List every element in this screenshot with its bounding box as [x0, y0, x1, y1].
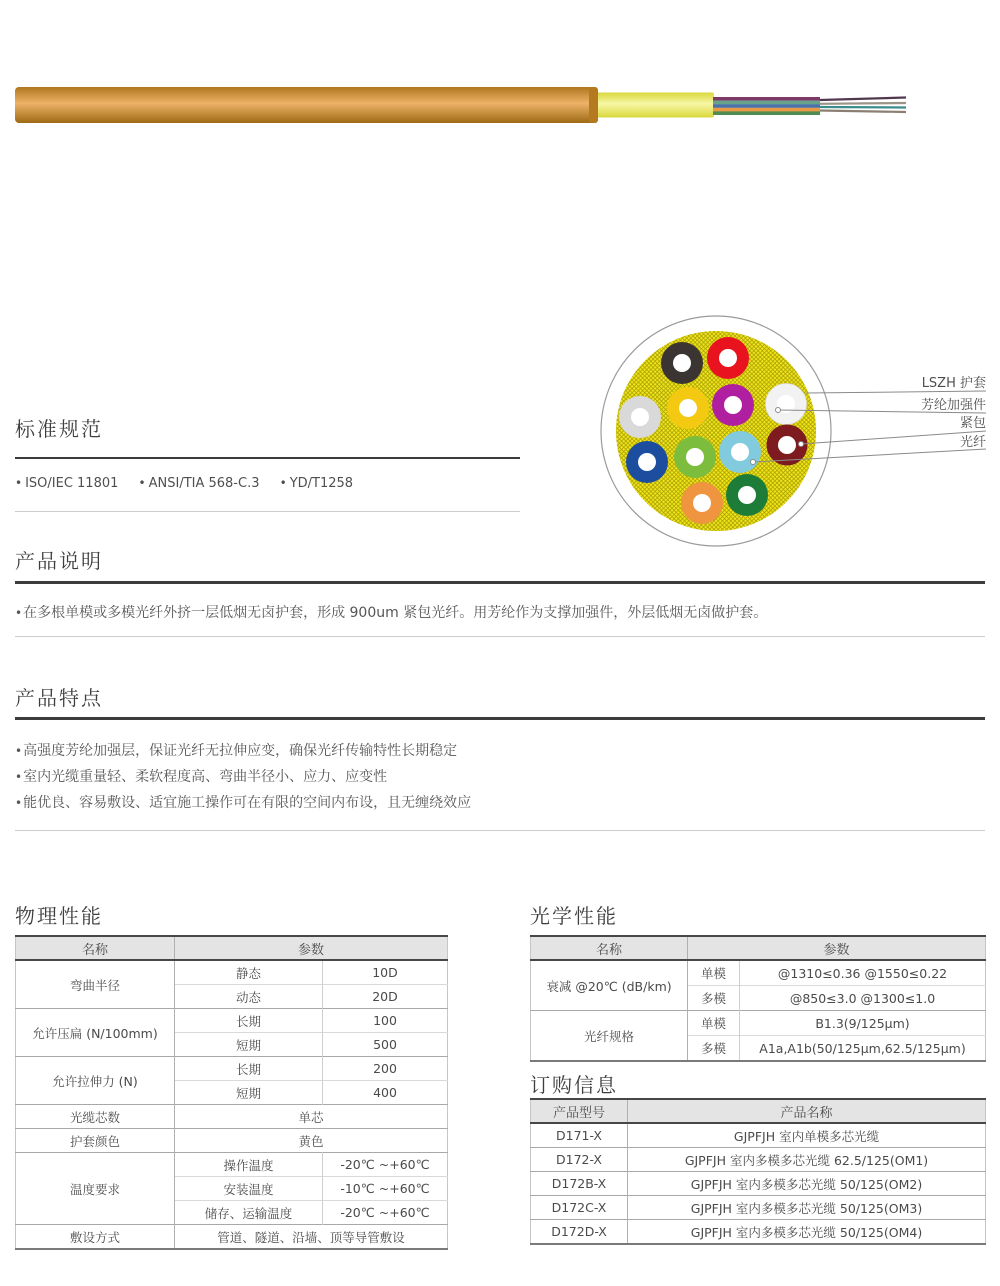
fiber-gray — [619, 396, 661, 438]
cell-value: 单芯 — [175, 1105, 448, 1129]
cell-value: @850≤3.0 @1300≤1.0 — [740, 986, 986, 1011]
description-title: 产品说明 — [15, 549, 103, 573]
fiber-red — [707, 337, 749, 379]
leader-dot — [776, 408, 781, 413]
cell-product-name: GJPFJH 室内多模多芯光缆 50/125(OM4) — [628, 1220, 986, 1245]
cell-product-name: GJPFJH 室内多模多芯光缆 62.5/125(OM1) — [628, 1148, 986, 1172]
ordering-table — [530, 1098, 986, 1245]
sub-label: 短期 — [175, 1033, 323, 1057]
cross-section-diagram — [580, 295, 1000, 560]
sub-label: 长期 — [175, 1009, 323, 1033]
col-header-model: 产品型号 — [531, 1099, 628, 1123]
standards-item: • ISO/IEC 11801 — [15, 476, 118, 491]
cable-bare-wires — [820, 98, 906, 113]
feature-item: • 室内光缆重量轻、柔软程度高、弯曲半径小、应力、应变性 — [15, 764, 471, 790]
cable-jacket-cut-face — [589, 87, 598, 123]
bare-wire — [820, 98, 906, 101]
label-lszh-jacket: LSZH 护套 — [921, 376, 986, 391]
optical-title: 光学性能 — [530, 904, 618, 928]
cell-value: -20℃ ~+60℃ — [323, 1153, 448, 1177]
col-header-param: 参数 — [688, 936, 986, 960]
sub-label: 静态 — [175, 960, 323, 985]
table-row — [16, 1153, 448, 1177]
sub-label: 操作温度 — [175, 1153, 323, 1177]
table-row — [531, 1148, 986, 1172]
bare-wire — [820, 107, 906, 108]
col-header-param: 参数 — [175, 936, 448, 960]
bare-wire — [820, 111, 906, 113]
features-list — [15, 738, 471, 816]
table-row — [16, 960, 448, 985]
sub-label: 储存、运输温度 — [175, 1201, 323, 1225]
row-name: 允许压扁 (N/100mm) — [16, 1009, 175, 1057]
fiber-strand — [713, 97, 820, 101]
cable-jacket — [15, 87, 598, 123]
col-header-name: 名称 — [531, 936, 688, 960]
fiber-white — [766, 384, 807, 425]
table-row — [531, 1011, 986, 1036]
row-name: 弯曲半径 — [16, 960, 175, 1009]
standards-list — [15, 476, 369, 491]
cell-value: -20℃ ~+60℃ — [323, 1201, 448, 1225]
col-header-product-name: 产品名称 — [628, 1099, 986, 1123]
feature-item: • 高强度芳纶加强层，保证光纤无拉伸应变，确保光纤传输特性长期稳定 — [15, 738, 471, 764]
row-name: 衰减 @20℃ (dB/km) — [531, 960, 688, 1011]
description-text: • 在多根单模或多模光纤外挤一层低烟无卤护套，形成 900um 紧包光纤。用芳纶作为支撑加强件，外层低烟无卤做护套。 — [15, 602, 767, 622]
sub-label: 单模 — [688, 960, 740, 986]
cell-value: 200 — [323, 1057, 448, 1081]
table-row — [16, 1105, 448, 1129]
divider — [15, 511, 520, 512]
table-row — [16, 1057, 448, 1081]
sub-label: 多模 — [688, 1036, 740, 1062]
label-tight-buffer: 紧包 — [959, 416, 986, 431]
diagram-labels — [921, 375, 986, 450]
features-rule — [15, 717, 985, 720]
cable-fiber-strand-bundle — [713, 97, 820, 115]
features-title: 产品特点 — [15, 686, 103, 710]
row-name: 允许拉伸力 (N) — [16, 1057, 175, 1105]
bare-wire — [820, 103, 906, 104]
cell-value: A1a,A1b(50/125μm,62.5/125μm) — [740, 1036, 986, 1062]
cell-value: 400 — [323, 1081, 448, 1105]
cell-model: D172D-X — [531, 1220, 628, 1245]
fiber-strand — [713, 104, 820, 108]
table-row — [16, 1225, 448, 1250]
table-header-row — [531, 936, 986, 960]
row-name: 温度要求 — [16, 1153, 175, 1225]
table-row — [531, 960, 986, 986]
cell-value: 管道、隧道、沿墙、顶等导管敷设 — [175, 1225, 448, 1250]
row-name: 光纤规格 — [531, 1011, 688, 1062]
label-fiber: 光纤 — [959, 435, 986, 450]
cell-value: 10D — [323, 960, 448, 985]
sub-label: 长期 — [175, 1057, 323, 1081]
cell-value: 黄色 — [175, 1129, 448, 1153]
leader-dot — [751, 460, 756, 465]
ordering-title: 订购信息 — [530, 1073, 618, 1097]
fiber-magenta — [712, 384, 754, 426]
sub-label: 短期 — [175, 1081, 323, 1105]
cell-value: @1310≤0.36 @1550≤0.22 — [740, 960, 986, 986]
cell-value: 500 — [323, 1033, 448, 1057]
sub-label: 单模 — [688, 1011, 740, 1036]
col-header-name: 名称 — [16, 936, 175, 960]
table-header-row — [16, 936, 448, 960]
standards-item: • ANSI/TIA 568-C.3 — [139, 476, 260, 491]
fiber-strand — [713, 101, 820, 105]
divider — [15, 830, 985, 831]
table-header-row — [531, 1099, 986, 1123]
fiber-blue — [626, 441, 668, 483]
fiber-orange — [681, 482, 723, 524]
standards-item: • YD/T1258 — [280, 476, 353, 491]
table-row — [531, 1172, 986, 1196]
cell-model: D172B-X — [531, 1172, 628, 1196]
row-name: 光缆芯数 — [16, 1105, 175, 1129]
table-row — [531, 1196, 986, 1220]
sub-label: 安装温度 — [175, 1177, 323, 1201]
fiber-green-dark — [726, 474, 768, 516]
cell-value: B1.3(9/125μm) — [740, 1011, 986, 1036]
cable-buffer — [597, 93, 714, 118]
table-row — [16, 1009, 448, 1033]
sub-label: 多模 — [688, 986, 740, 1011]
row-name: 敷设方式 — [16, 1225, 175, 1250]
row-name: 护套颜色 — [16, 1129, 175, 1153]
physical-table — [15, 935, 448, 1250]
leader-dot — [799, 442, 804, 447]
standards-rule — [15, 457, 520, 459]
optical-table — [530, 935, 986, 1062]
fiber-cyan — [719, 431, 761, 473]
feature-item: • 能优良、容易敷设、适宜施工操作可在有限的空间内布设，且无缠绕效应 — [15, 790, 471, 816]
sub-label: 动态 — [175, 985, 323, 1009]
table-row — [531, 1123, 986, 1148]
table-row — [531, 1220, 986, 1245]
description-rule — [15, 581, 985, 584]
standards-title: 标准规范 — [15, 417, 103, 441]
cell-value: 100 — [323, 1009, 448, 1033]
fiber-strand — [713, 108, 820, 112]
table-row — [16, 1129, 448, 1153]
fiber-black — [661, 342, 703, 384]
label-aramid: 芳纶加强件 — [920, 398, 986, 413]
cell-value: -10℃ ~+60℃ — [323, 1177, 448, 1201]
cable-illustration — [0, 80, 1000, 130]
cell-value: 20D — [323, 985, 448, 1009]
cell-product-name: GJPFJH 室内多模多芯光缆 50/125(OM3) — [628, 1196, 986, 1220]
fiber-green-light — [674, 436, 716, 478]
cell-product-name: GJPFJH 室内单模多芯光缆 — [628, 1123, 986, 1148]
cell-model: D171-X — [531, 1123, 628, 1148]
fiber-yellow — [667, 387, 709, 429]
cell-model: D172-X — [531, 1148, 628, 1172]
divider — [15, 636, 985, 637]
leader-line-jacket — [806, 391, 986, 393]
physical-title: 物理性能 — [15, 904, 103, 928]
fiber-strand — [713, 111, 820, 115]
cell-model: D172C-X — [531, 1196, 628, 1220]
cell-product-name: GJPFJH 室内多模多芯光缆 50/125(OM2) — [628, 1172, 986, 1196]
